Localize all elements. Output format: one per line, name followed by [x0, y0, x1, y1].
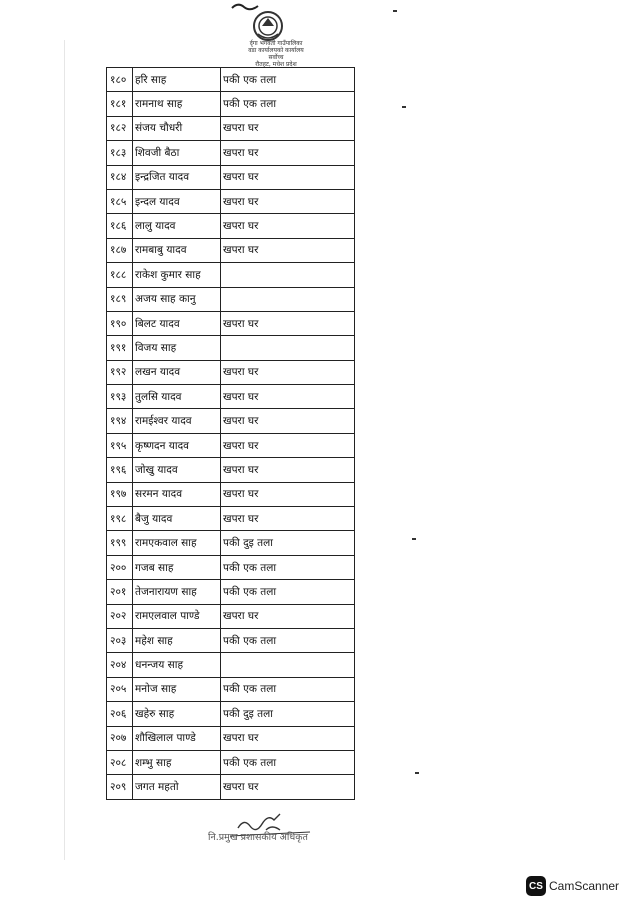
name-cell: इन्द्रजित यादव	[133, 165, 221, 189]
name-cell: धनन्जय साह	[133, 653, 221, 677]
table-row	[107, 580, 355, 604]
table-row	[107, 775, 355, 799]
serial-cell: २०३	[107, 628, 133, 652]
name-cell: सरमन यादव	[133, 482, 221, 506]
house-type-cell: खपरा घर	[221, 775, 355, 799]
serial-cell: १९१	[107, 336, 133, 360]
serial-cell: १९२	[107, 360, 133, 384]
serial-cell: १९०	[107, 311, 133, 335]
serial-cell: १८४	[107, 165, 133, 189]
serial-cell: १८९	[107, 287, 133, 311]
house-type-cell: पकी दुइ तला	[221, 531, 355, 555]
house-type-cell: खपरा घर	[221, 409, 355, 433]
table-row	[107, 702, 355, 726]
table-row	[107, 311, 355, 335]
name-cell: रामएलवाल पाण्डे	[133, 604, 221, 628]
name-cell: जगत महतो	[133, 775, 221, 799]
table-row	[107, 507, 355, 531]
serial-cell: १९५	[107, 433, 133, 457]
serial-cell: २०१	[107, 580, 133, 604]
table-row	[107, 677, 355, 701]
serial-cell: १८२	[107, 116, 133, 140]
name-cell: राकेश कुमार साह	[133, 263, 221, 287]
name-cell: बिलट यादव	[133, 311, 221, 335]
name-cell: अजय साह कानु	[133, 287, 221, 311]
house-type-cell: खपरा घर	[221, 165, 355, 189]
name-cell: शम्भु साह	[133, 750, 221, 774]
name-cell: शिवजी बैठा	[133, 141, 221, 165]
name-cell: रामएकवाल साह	[133, 531, 221, 555]
serial-cell: २०९	[107, 775, 133, 799]
house-type-cell	[221, 336, 355, 360]
serial-cell: २०४	[107, 653, 133, 677]
serial-cell: २०६	[107, 702, 133, 726]
house-type-cell: पकी एक तला	[221, 628, 355, 652]
serial-cell: १९४	[107, 409, 133, 433]
serial-cell: १८६	[107, 214, 133, 238]
serial-cell: १८८	[107, 263, 133, 287]
house-type-cell: पकी एक तला	[221, 677, 355, 701]
house-type-cell	[221, 263, 355, 287]
table-row	[107, 458, 355, 482]
table-row	[107, 653, 355, 677]
scan-mark	[415, 772, 419, 774]
name-cell: गजब साह	[133, 555, 221, 579]
house-type-cell	[221, 653, 355, 677]
table-row	[107, 726, 355, 750]
table-row	[107, 92, 355, 116]
name-cell: बैजु यादव	[133, 507, 221, 531]
table-row	[107, 141, 355, 165]
table-row	[107, 409, 355, 433]
table-row	[107, 604, 355, 628]
serial-cell: १८५	[107, 189, 133, 213]
house-type-cell: खपरा घर	[221, 360, 355, 384]
name-cell: हरि साह	[133, 68, 221, 92]
table-row	[107, 263, 355, 287]
serial-cell: १८१	[107, 92, 133, 116]
house-type-cell: खपरा घर	[221, 311, 355, 335]
serial-cell: १८७	[107, 238, 133, 262]
name-cell: विजय साह	[133, 336, 221, 360]
serial-cell: १९६	[107, 458, 133, 482]
serial-cell: २०८	[107, 750, 133, 774]
house-type-cell: खपरा घर	[221, 482, 355, 506]
house-type-cell: खपरा घर	[221, 141, 355, 165]
scan-mark	[393, 10, 397, 12]
house-type-cell: खपरा घर	[221, 116, 355, 140]
camscanner-logo-icon: CS	[526, 876, 546, 896]
table-row	[107, 214, 355, 238]
name-cell: इन्दल यादव	[133, 189, 221, 213]
name-cell: लालु यादव	[133, 214, 221, 238]
table-row	[107, 68, 355, 92]
name-cell: तुलसि यादव	[133, 385, 221, 409]
house-type-cell: खपरा घर	[221, 726, 355, 750]
serial-cell: १९८	[107, 507, 133, 531]
name-cell: कृष्णदन यादव	[133, 433, 221, 457]
house-type-cell: पकी दुइ तला	[221, 702, 355, 726]
table-row	[107, 433, 355, 457]
table-row	[107, 116, 355, 140]
table-row	[107, 238, 355, 262]
house-type-cell: खपरा घर	[221, 458, 355, 482]
name-cell: मनोज साह	[133, 677, 221, 701]
serial-cell: २०५	[107, 677, 133, 701]
name-cell: रामईश्वर यादव	[133, 409, 221, 433]
house-type-cell: खपरा घर	[221, 604, 355, 628]
serial-cell: २०२	[107, 604, 133, 628]
house-type-cell: खपरा घर	[221, 214, 355, 238]
name-cell: तेजनारायण साह	[133, 580, 221, 604]
table-row	[107, 628, 355, 652]
name-cell: खहेरु साह	[133, 702, 221, 726]
name-cell: संजय चौधरी	[133, 116, 221, 140]
table-row	[107, 287, 355, 311]
table-row	[107, 385, 355, 409]
seal-line: र्दृगा भगवती गाउँपालिका	[249, 40, 303, 47]
table-row	[107, 555, 355, 579]
name-cell: रामनाथ साह	[133, 92, 221, 116]
house-type-cell: पकी एक तला	[221, 580, 355, 604]
house-type-cell: पकी एक तला	[221, 555, 355, 579]
name-cell: शौखिलाल पाण्डे	[133, 726, 221, 750]
camscanner-label: CamScanner	[549, 879, 620, 893]
table-row	[107, 482, 355, 506]
table-row	[107, 189, 355, 213]
serial-cell: १९९	[107, 531, 133, 555]
table-row	[107, 360, 355, 384]
house-type-cell: खपरा घर	[221, 189, 355, 213]
house-type-cell	[221, 287, 355, 311]
camscanner-watermark	[526, 876, 619, 896]
name-cell: लखन यादव	[133, 360, 221, 384]
house-type-cell: खपरा घर	[221, 385, 355, 409]
table-row	[107, 336, 355, 360]
house-type-cell: पकी एक तला	[221, 68, 355, 92]
seal-line: रौतहट, मधेश प्रदेश	[255, 61, 297, 68]
table-row	[107, 531, 355, 555]
scan-mark	[412, 538, 416, 540]
scan-mark	[402, 106, 406, 108]
house-type-cell: पकी एक तला	[221, 92, 355, 116]
serial-cell: १९७	[107, 482, 133, 506]
table-row	[107, 165, 355, 189]
house-type-cell: खपरा घर	[221, 507, 355, 531]
serial-cell: २०७	[107, 726, 133, 750]
serial-cell: १८३	[107, 141, 133, 165]
seal-line: सर्वोच्च	[268, 54, 284, 61]
signature-title: नि.प्रमुख प्रशासकीय अधिकृत	[208, 832, 308, 843]
table-row	[107, 750, 355, 774]
name-cell: रामबाबु यादव	[133, 238, 221, 262]
household-table	[106, 67, 355, 800]
seal-line: वडा कार्यालयको कार्यालय	[248, 47, 304, 54]
house-type-cell: पकी एक तला	[221, 750, 355, 774]
house-type-cell: खपरा घर	[221, 238, 355, 262]
serial-cell: २००	[107, 555, 133, 579]
serial-cell: १९३	[107, 385, 133, 409]
seal-text	[236, 40, 316, 68]
name-cell: जोखु यादव	[133, 458, 221, 482]
house-type-cell: खपरा घर	[221, 433, 355, 457]
page-edge	[64, 40, 65, 860]
name-cell: महेश साह	[133, 628, 221, 652]
serial-cell: १८०	[107, 68, 133, 92]
